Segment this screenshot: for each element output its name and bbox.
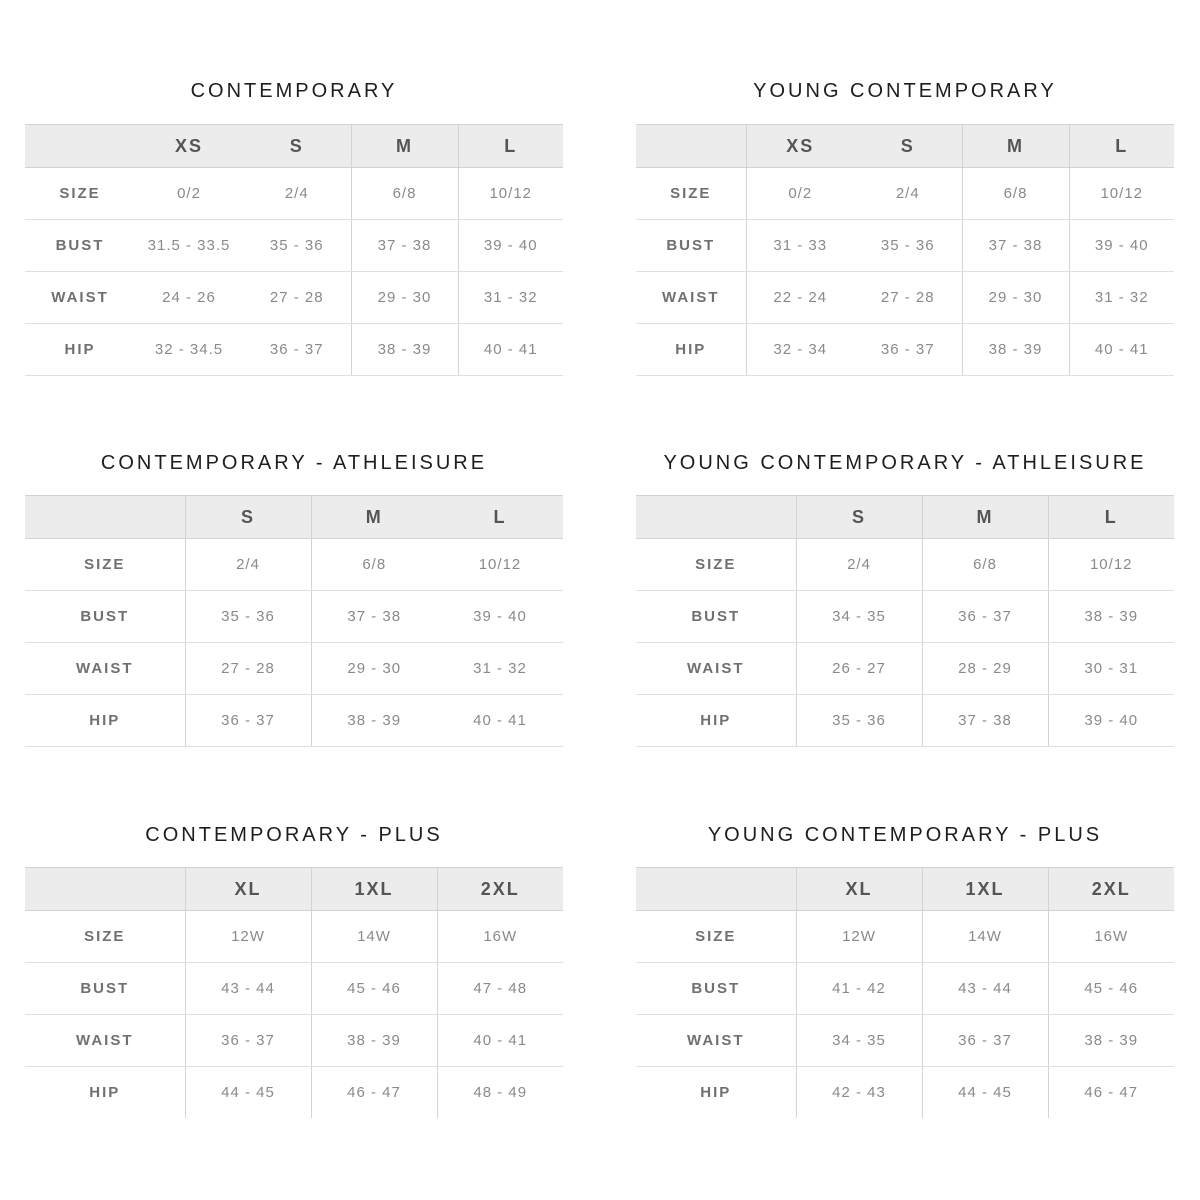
table-cell: 14W — [311, 911, 437, 963]
column-header: XL — [796, 868, 922, 911]
table-cell: 2/4 — [796, 539, 922, 591]
table-cell: 44 - 45 — [922, 1067, 1048, 1119]
column-header: S — [185, 496, 311, 539]
table-cell: 10/12 — [1048, 539, 1174, 591]
table-cell: 31 - 32 — [458, 272, 563, 324]
table-header-row — [25, 125, 563, 168]
row-label: HIP — [89, 1084, 121, 1101]
column-header: M — [351, 125, 458, 168]
row-label: WAIST — [636, 1015, 796, 1067]
table-cell: 41 - 42 — [796, 963, 922, 1015]
table-cell: 44 - 45 — [185, 1067, 311, 1119]
table-cell: 38 - 39 — [962, 324, 1069, 376]
column-header: L — [437, 496, 563, 539]
row-label: BUST — [636, 220, 746, 272]
table-cell: 40 - 41 — [458, 324, 563, 376]
table-cell: 16W — [1048, 911, 1174, 963]
table-row — [25, 539, 563, 591]
table-cell: 45 - 46 — [311, 963, 437, 1015]
chart-title: CONTEMPORARY — [190, 80, 398, 102]
table-cell: 32 - 34.5 — [135, 324, 243, 376]
table-cell: 40 - 41 — [437, 695, 563, 747]
table-cell: 29 - 30 — [311, 643, 437, 695]
table-cell: 36 - 37 — [854, 324, 962, 376]
table-row — [25, 591, 563, 643]
table-row — [636, 1067, 1174, 1119]
chart-title: YOUNG CONTEMPORARY — [753, 80, 1057, 102]
size-table — [25, 867, 563, 1118]
row-label: WAIST — [25, 643, 185, 695]
column-header — [25, 125, 135, 168]
table-cell: 40 - 41 — [1069, 324, 1174, 376]
row-label: HIP — [636, 695, 796, 747]
chart-title: CONTEMPORARY - ATHLEISURE — [100, 452, 488, 474]
size-table — [636, 124, 1174, 376]
table-cell: 27 - 28 — [854, 272, 962, 324]
table-cell: 12W — [185, 911, 311, 963]
table-cell: 35 - 36 — [243, 220, 351, 272]
chart-title: YOUNG CONTEMPORARY - PLUS — [707, 824, 1103, 846]
table-cell: 36 - 37 — [185, 695, 311, 747]
table-row — [636, 911, 1174, 963]
table-row — [636, 272, 1174, 324]
column-header — [636, 496, 796, 539]
table-header-row — [25, 496, 563, 539]
column-header: 2XL — [437, 868, 563, 911]
size-table — [636, 495, 1174, 747]
row-label: SIZE — [636, 911, 796, 963]
table-row — [636, 539, 1174, 591]
table-cell: 38 - 39 — [1048, 1015, 1174, 1067]
row-label: SIZE — [636, 168, 746, 220]
table-cell: 39 - 40 — [1048, 695, 1174, 747]
table-cell: 6/8 — [351, 168, 458, 220]
table-cell: 36 - 37 — [243, 324, 351, 376]
size-chart-young-contemporary-plus — [636, 822, 1174, 1118]
table-row — [636, 591, 1174, 643]
chart-title: CONTEMPORARY - PLUS — [145, 824, 443, 846]
column-header: 2XL — [1048, 868, 1174, 911]
table-row — [25, 695, 563, 747]
table-cell: 30 - 31 — [1048, 643, 1174, 695]
chart-title: YOUNG CONTEMPORARY - ATHLEISURE — [663, 452, 1147, 474]
table-cell: 46 - 47 — [1048, 1067, 1174, 1119]
table-cell: 37 - 38 — [311, 591, 437, 643]
table-cell: 32 - 34 — [746, 324, 854, 376]
table-cell: 36 - 37 — [185, 1015, 311, 1067]
table-header-row — [636, 868, 1174, 911]
table-cell: 28 - 29 — [922, 643, 1048, 695]
row-label: SIZE — [25, 911, 185, 963]
table-cell: 35 - 36 — [185, 591, 311, 643]
row-label: BUST — [636, 591, 796, 643]
table-row — [636, 168, 1174, 220]
table-cell: 34 - 35 — [796, 1015, 922, 1067]
column-header — [636, 868, 796, 911]
table-cell: 2/4 — [854, 168, 962, 220]
column-header: M — [962, 125, 1069, 168]
table-row — [25, 643, 563, 695]
table-cell: 31 - 32 — [437, 643, 563, 695]
table-cell: 46 - 47 — [311, 1067, 437, 1119]
table-cell: 45 - 46 — [1048, 963, 1174, 1015]
column-header: L — [458, 125, 563, 168]
table-cell: 27 - 28 — [185, 643, 311, 695]
row-label: BUST — [25, 591, 185, 643]
row-label: BUST — [25, 220, 135, 272]
table-cell: 6/8 — [962, 168, 1069, 220]
row-label: WAIST — [25, 272, 135, 324]
row-label: WAIST — [25, 1015, 185, 1067]
row-label: HIP — [25, 324, 135, 376]
column-header: XS — [746, 125, 854, 168]
table-cell: 37 - 38 — [922, 695, 1048, 747]
table-cell: 38 - 39 — [351, 324, 458, 376]
table-cell: 22 - 24 — [746, 272, 854, 324]
table-cell: 2/4 — [243, 168, 351, 220]
column-header: S — [854, 125, 962, 168]
table-cell: 39 - 40 — [1069, 220, 1174, 272]
table-cell: 37 - 38 — [351, 220, 458, 272]
table-row — [636, 1015, 1174, 1067]
table-row — [25, 1015, 563, 1067]
table-row — [25, 911, 563, 963]
table-row — [636, 695, 1174, 747]
table-cell: 10/12 — [458, 168, 563, 220]
table-header-row — [636, 496, 1174, 539]
table-cell: 38 - 39 — [311, 695, 437, 747]
table-row — [636, 324, 1174, 376]
table-cell: 34 - 35 — [796, 591, 922, 643]
table-cell: 12W — [796, 911, 922, 963]
table-cell: 39 - 40 — [437, 591, 563, 643]
table-row — [636, 220, 1174, 272]
row-label: BUST — [25, 963, 185, 1015]
table-cell: 39 - 40 — [458, 220, 563, 272]
table-cell: 47 - 48 — [437, 963, 563, 1015]
size-table — [636, 867, 1174, 1118]
size-table — [25, 124, 563, 376]
row-label: HIP — [25, 695, 185, 747]
table-cell: 36 - 37 — [922, 591, 1048, 643]
table-row — [636, 963, 1174, 1015]
row-label: HIP — [636, 324, 746, 376]
table-cell: 26 - 27 — [796, 643, 922, 695]
table-cell: 6/8 — [311, 539, 437, 591]
row-label: SIZE — [636, 539, 796, 591]
table-row — [636, 643, 1174, 695]
table-row — [25, 1067, 563, 1119]
column-header: XS — [135, 125, 243, 168]
table-cell: 36 - 37 — [922, 1015, 1048, 1067]
table-cell: 43 - 44 — [185, 963, 311, 1015]
table-cell: 29 - 30 — [351, 272, 458, 324]
size-chart-young-contemporary — [636, 78, 1174, 374]
table-header-row — [25, 868, 563, 911]
table-cell: 10/12 — [437, 539, 563, 591]
column-header: L — [1069, 125, 1174, 168]
table-cell: 29 - 30 — [962, 272, 1069, 324]
table-cell: 0/2 — [746, 168, 854, 220]
table-cell: 38 - 39 — [311, 1015, 437, 1067]
table-cell: 38 - 39 — [1048, 591, 1174, 643]
column-header: M — [922, 496, 1048, 539]
size-chart-contemporary — [25, 78, 563, 374]
table-cell: 31.5 - 33.5 — [135, 220, 243, 272]
column-header — [636, 125, 746, 168]
column-header: M — [311, 496, 437, 539]
column-header — [25, 868, 185, 911]
table-cell: 42 - 43 — [796, 1067, 922, 1119]
row-label: WAIST — [636, 643, 796, 695]
table-cell: 43 - 44 — [922, 963, 1048, 1015]
table-cell: 31 - 33 — [746, 220, 854, 272]
row-label: WAIST — [636, 272, 746, 324]
size-chart-contemporary-athleisure — [25, 450, 563, 746]
column-header: 1XL — [311, 868, 437, 911]
column-header: L — [1048, 496, 1174, 539]
row-label: SIZE — [25, 168, 135, 220]
table-cell: 40 - 41 — [437, 1015, 563, 1067]
column-header — [25, 496, 185, 539]
table-row — [25, 272, 563, 324]
table-cell: 31 - 32 — [1069, 272, 1174, 324]
table-cell: 6/8 — [922, 539, 1048, 591]
column-header: S — [796, 496, 922, 539]
table-cell: 35 - 36 — [796, 695, 922, 747]
table-cell: 0/2 — [135, 168, 243, 220]
table-cell: 37 - 38 — [962, 220, 1069, 272]
table-cell: 10/12 — [1069, 168, 1174, 220]
row-label: BUST — [636, 963, 796, 1015]
table-cell: 48 - 49 — [437, 1067, 563, 1119]
table-cell: 14W — [922, 911, 1048, 963]
column-header: XL — [185, 868, 311, 911]
row-label: SIZE — [25, 539, 185, 591]
table-row — [25, 963, 563, 1015]
size-chart-contemporary-plus — [25, 822, 563, 1118]
table-row — [25, 324, 563, 376]
size-table — [25, 495, 563, 747]
table-cell: 27 - 28 — [243, 272, 351, 324]
table-row — [25, 168, 563, 220]
table-row — [25, 220, 563, 272]
row-label: HIP — [700, 1084, 732, 1101]
table-cell: 24 - 26 — [135, 272, 243, 324]
size-chart-young-contemporary-athleisure — [636, 450, 1174, 746]
table-cell: 35 - 36 — [854, 220, 962, 272]
table-cell: 2/4 — [185, 539, 311, 591]
column-header: 1XL — [922, 868, 1048, 911]
table-cell: 16W — [437, 911, 563, 963]
table-header-row — [636, 125, 1174, 168]
column-header: S — [243, 125, 351, 168]
